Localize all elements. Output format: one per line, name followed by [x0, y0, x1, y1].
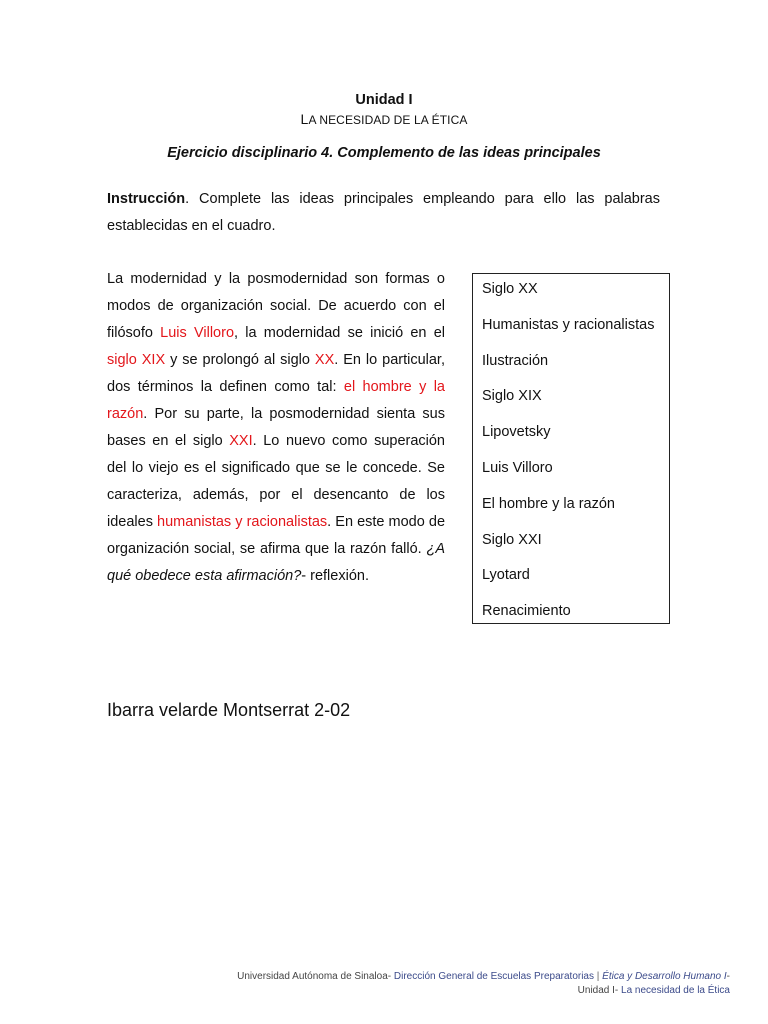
answer-luis-villoro: Luis Villoro [160, 325, 235, 341]
text-segment: . En lo particular, dos términos la definen como tal: [107, 352, 445, 395]
footer-separator: | [594, 971, 603, 982]
text-segment: y se prolongó al siglo [165, 352, 315, 368]
word-box [472, 273, 670, 624]
subtitle-initial: L [300, 111, 309, 127]
text-segment: . Por su parte, la posmodernidad sienta sus bases en el siglo [107, 406, 445, 449]
unit-subtitle [0, 111, 768, 127]
answer-hombre-razon: el hombre y la razón [107, 379, 445, 422]
answer-humanistas: humanistas y racionalistas [157, 514, 328, 530]
main-paragraph [107, 266, 445, 590]
answer-xx: XX [314, 352, 335, 368]
word-item: El hombre y la razón [482, 495, 615, 512]
text-segment: La modernidad y la posmodernidad son formas o modos de organización social. De acuerdo con el filósofo [107, 271, 445, 341]
student-name: Ibarra velarde Montserrat 2-02 [107, 700, 351, 720]
word-item: Luis Villoro [482, 459, 553, 476]
footer-course: Ética y Desarrollo Humano I [602, 971, 727, 982]
word-item: Ilustración [482, 352, 549, 369]
answer-xxi: XXI [229, 433, 253, 449]
text-segment: , la modernidad se inició en el [234, 325, 445, 341]
word-item: Humanistas y racionalistas [482, 316, 655, 333]
unit-title: Unidad I [355, 92, 413, 108]
footer-university: Universidad Autónoma de Sinaloa [237, 971, 388, 982]
question-text: ¿A qué obedece esta afirmación? [107, 541, 445, 584]
footer-dash: - [387, 971, 394, 982]
footer-unit-title: La necesidad de la Ética [621, 985, 730, 996]
text-segment: . En este modo de organización social, se afirma que la razón falló. [107, 514, 446, 557]
instruction-label: Instrucción [107, 191, 186, 207]
answer-siglo-xix: siglo XIX [107, 352, 166, 368]
word-item: Siglo XXI [482, 531, 542, 548]
subtitle-rest: A NECESIDAD DE LA ÉTICA [308, 113, 468, 127]
footer-line-1 [237, 971, 730, 982]
footer-line-2 [578, 985, 730, 996]
footer-direction: Dirección General de Escuelas Preparatorias [393, 971, 594, 982]
text-segment: . Lo nuevo como superación del lo viejo es el significado que se le concede. Se caracteriza, además, por el desencanto de los ideales [107, 433, 445, 530]
word-item: Renacimiento [482, 603, 571, 620]
instruction-text: . Complete las ideas principales empleando para ello las palabras establecidas en el cuadro. [107, 191, 660, 234]
instruction-paragraph [107, 186, 660, 240]
word-item: Lyotard [482, 567, 530, 584]
footer-dash: - [614, 985, 622, 996]
word-item: Siglo XX [482, 281, 538, 297]
footer-unit: Unidad I [577, 985, 615, 996]
text-segment: - reflexión. [301, 568, 369, 584]
footer-dash: - [726, 971, 730, 982]
word-item: Lipovetsky [482, 424, 551, 441]
exercise-heading: Ejercicio disciplinario 4. Complemento de las ideas principales [167, 145, 601, 161]
word-item: Siglo XIX [482, 388, 542, 405]
